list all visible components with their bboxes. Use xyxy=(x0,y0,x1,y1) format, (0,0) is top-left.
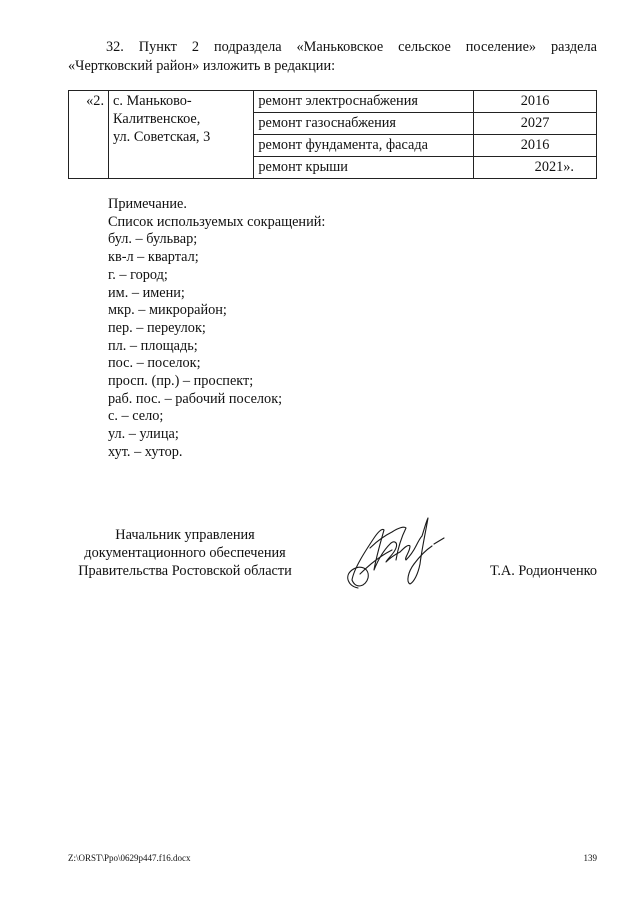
page-number: 139 xyxy=(583,853,597,863)
abbreviation-item: просп. (пр.) – проспект; xyxy=(108,373,254,390)
abbreviation-item: раб. пос. – рабочий поселок; xyxy=(108,390,283,407)
handwritten-signature xyxy=(340,508,452,596)
abbreviation-item: бул. – бульвар; xyxy=(108,231,198,248)
position-line: документационного обеспечения xyxy=(84,545,286,561)
address-line: с. Маньково- xyxy=(113,93,192,109)
abbreviation-item: ул. – улица; xyxy=(108,426,179,443)
footer-file-path: Z:\ORST\Ppo\0629p447.f16.docx xyxy=(68,853,191,863)
work-cell: ремонт фундамента, фасада xyxy=(254,135,474,157)
amendment-paragraph: 32. Пункт 2 подраздела «Маньковское сельское поселение» раздела «Чертковский район» изложить в редакции: xyxy=(68,39,597,74)
abbreviation-item: пл. – площадь; xyxy=(108,337,198,354)
work-cell: ремонт электроснабжения xyxy=(254,91,474,113)
year-cell: 2016 xyxy=(474,135,597,157)
item-number: «2. xyxy=(69,91,109,179)
work-cell: ремонт крыши xyxy=(254,157,474,179)
abbreviation-item: пер. – переулок; xyxy=(108,319,206,336)
abbreviation-item: пос. – поселок; xyxy=(108,355,201,372)
address-cell xyxy=(109,91,254,179)
abbreviation-item: кв-л – квартал; xyxy=(108,249,199,266)
signatory-position xyxy=(62,526,308,580)
abbreviation-item: с. – село; xyxy=(108,408,164,425)
work-cell: ремонт газоснабжения xyxy=(254,113,474,135)
address-line: Калитвенское, xyxy=(113,111,201,127)
year-cell: 2027 xyxy=(474,113,597,135)
amendment-table xyxy=(68,90,597,179)
abbreviations-title: Список используемых сокращений: xyxy=(108,213,326,230)
abbreviation-item: мкр. – микрорайон; xyxy=(108,302,227,319)
abbreviation-item: им. – имени; xyxy=(108,284,185,301)
table-row xyxy=(69,91,597,113)
notes-heading: Примечание. xyxy=(108,196,187,212)
address-line: ул. Советская, 3 xyxy=(113,129,211,145)
signatory-name: Т.А. Родионченко xyxy=(490,563,597,579)
abbreviation-item: хут. – хутор. xyxy=(108,443,183,460)
position-line: Правительства Ростовской области xyxy=(78,563,292,579)
position-line: Начальник управления xyxy=(115,527,255,543)
year-cell: 2021». xyxy=(474,157,597,179)
year-cell: 2016 xyxy=(474,91,597,113)
abbreviations-notes xyxy=(108,196,508,462)
abbreviation-item: г. – город; xyxy=(108,266,168,283)
